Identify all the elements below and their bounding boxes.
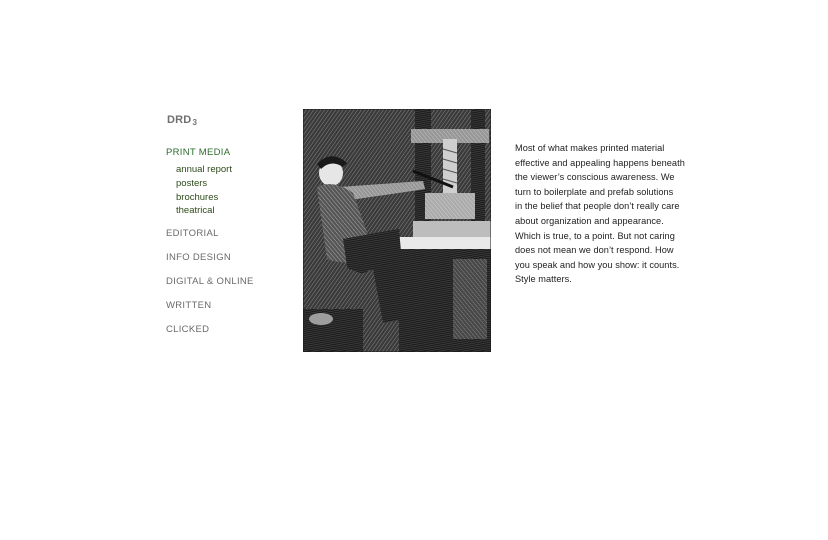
- nav-item-clicked[interactable]: CLICKED: [166, 324, 210, 336]
- engraving-illustration: [303, 109, 491, 352]
- subnav-item-posters[interactable]: posters: [176, 177, 208, 189]
- copy-line: in the belief that people don’t really care: [515, 201, 680, 212]
- printing-press-engraving: [303, 109, 491, 352]
- intro-copy: [515, 141, 705, 287]
- nav-item-digital-online[interactable]: DIGITAL & ONLINE: [166, 276, 254, 288]
- site-logo[interactable]: [167, 114, 197, 126]
- copy-line: about organization and appearance.: [515, 215, 664, 226]
- copy-line: turn to boilerplate and prefab solutions: [515, 186, 674, 197]
- logo-subscript: 3: [192, 118, 198, 127]
- copy-line: the viewer’s conscious awareness. We: [515, 172, 675, 183]
- nav-item-print-media[interactable]: PRINT MEDIA: [166, 147, 231, 158]
- nav-item-written[interactable]: WRITTEN: [166, 300, 212, 312]
- copy-line: Style matters.: [515, 274, 572, 285]
- nav-item-editorial[interactable]: EDITORIAL: [166, 228, 219, 240]
- main-nav: [166, 147, 296, 336]
- copy-line: does not mean we don’t respond. How: [515, 245, 674, 256]
- subnav-item-brochures[interactable]: brochures: [176, 191, 219, 203]
- copy-line: you speak and how you show: it counts.: [515, 259, 680, 270]
- copy-line: Which is true, to a point. But not caring: [515, 230, 675, 241]
- subnav-item-theatrical[interactable]: theatrical: [176, 205, 215, 217]
- logo-text: DRD: [167, 114, 192, 126]
- nav-item-info-design[interactable]: INFO DESIGN: [166, 252, 232, 264]
- copy-line: effective and appealing happens beneath: [515, 157, 685, 168]
- copy-line: Most of what makes printed material: [515, 143, 665, 153]
- print-media-subnav: [176, 163, 296, 218]
- subnav-item-annual-report[interactable]: annual report: [176, 164, 232, 175]
